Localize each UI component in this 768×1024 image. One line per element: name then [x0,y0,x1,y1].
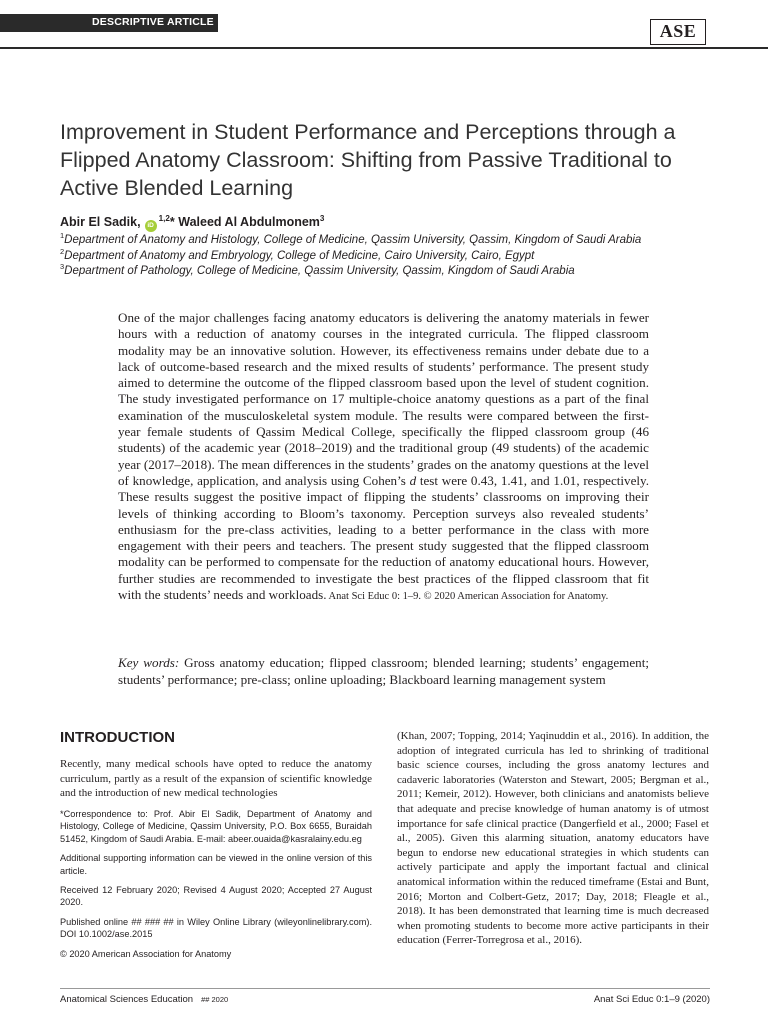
abstract-citation: Anat Sci Educ 0: 1–9. © 2020 American Association for Anatomy. [326,591,609,603]
supporting-info-note: Additional supporting information can be viewed in the online version of this article. [60,853,372,876]
header-rule [0,47,768,49]
footer-journal [60,994,228,1005]
author-name: Waleed Al Abdulmonem [178,215,320,229]
affiliation: $^2$Department of Anatomy and Embryology, College of Medicine, Cairo University, Cairo, Egypt [60,246,535,262]
article-title: Improvement in Student Performance and Perceptions through a Flipped Anatomy Classroom: Shifting from Passive Traditional to Active Blended Learning [60,120,676,200]
keywords-label: Key words: [118,655,180,670]
affiliation: $^3$Department of Pathology, College of Medicine, Qassim University, Qassim, Kingdom of Saudi Arabia [60,262,575,277]
footer-citation: Anat Sci Educ 0:1–9 (2020) [593,994,710,1005]
footer-rule [60,988,710,989]
article-type-label: DESCRIPTIVE ARTICLE [92,16,214,28]
author-affiliation-marker: 1,2 [158,213,170,223]
footnotes [60,808,372,967]
copyright-note: © 2020 American Association for Anatomy [60,948,232,959]
author-affiliation-marker: 3 [319,213,325,223]
publication-note: Published online ## ### ## in Wiley Online Library (wileyonlinelibrary.com). DOI 10.1002/ase.2015 [60,916,372,940]
footer-journal-name: Anatomical Sciences Education [60,994,194,1005]
abstract: One of the major challenges facing anatomy educators is delivering the anatomy materials in fewer hours with a reduction of anatomy courses in the integrated curricula. The flipped classroom modality may be an innovative solution. However, its effectiveness remains under debate due to a lack of outcome-based research and the mixed results of students’ performance. The present study aimed to determine the outcome of the flipped classroom based upon the level of student cognition. The study investigated performance on 17 multiple-choice anatomy questions as a part of the final examination of the musculoskeletal system module. The results were compared between the first-year female students of Qassim Medical College, specifically the flipped classroom group (46 students) of the academic year (2018–2019) and the traditional group (49 students) of the academic year (2017–2018). The mean differences in the students’ grades on the anatomy questions at the level of knowledge, application, and analysis using Cohen’s d test were 0.43, 1.41, and 1.01, respectively. These results suggest the positive impact of flipping the students’ classrooms on improving their levels of thinking according to Bloom’s taxonomy. Perception surveys also revealed students’ enthusiasm for the pre-class activities, leading to a better performance in the class with more engagement with their peers and teachers. The present study suggested that the flipped classroom modality can be performed to compensate for the reduction of anatomy educational hours. However, further studies are recommended to investigate the best practices of the flipped classroom that fit with the students’ needs and workloads. Anat Sci Educ 0: 1–9. © 2020 American Association for Anatomy. [118,310,649,603]
affiliation: $^1$Department of Anatomy and Histology, College of Medicine, Qassim University, Qassim, Kingdom of Saudi Arabia [60,231,642,246]
introduction-paragraph-left: Recently, many medical schools have opted to reduce the anatomy curriculum, partly as a result of the expansion of scientific knowledge and the introduction of new medical technologies [60,758,372,800]
article-type-banner [0,14,218,32]
introduction-paragraph-right: (Khan, 2007; Topping, 2014; Yaqinuddin et al., 2016). In addition, the adoption of integrated curricula has led to shrinking of traditional basic science courses, including the gross anatomy lectures and cadaveric laboratories (Waterston and Stewart, 2005; Bergman et al., 2011; Kemeir, 2012). However, both clinicians and anatomists believe that adequate and precise knowledge of human anatomy is of utmost importance for safe clinical practice (Dangerfield et al., 2000; Fasel et al., 2005). Given this alarming situation, anatomy educators have begun to endorse new educational strategies in which students can actively participate and apply the important factual and clinical anatomical information within the reduced timeframe (Estai and Bunt, 2016; Morton and Colbert-Getz, 2017; Day, 2018; Fleagle et al., 2018). It has been demonstrated that learning time is much decreased when promoting students to become more active participants in their education (Ferrer-Torregrosa et al., 2016). [397,730,709,947]
section-heading-introduction: INTRODUCTION [60,729,175,746]
orcid-icon[interactable]: iD [145,220,157,232]
author-list [60,215,700,232]
author-name: Abir El Sadik, [60,215,141,229]
footer-issue-date: ## 2020 [201,995,229,1004]
journal-logo: ASE [650,19,706,45]
affiliation-list [60,233,740,280]
correspondence-note: *Correspondence to: Prof. Abir El Sadik, Department of Anatomy and Histology, College of Medicine, Qassim University, P.O. Box 6655, Buraidah 51452, Kingdom of Saudi Arabia. E-mail: abeer.ouaida@kasralainy.edu.eg [60,809,372,844]
keywords-text: Gross anatomy education; flipped classroom; blended learning; students’ engagement; students’ performance; pre-class; online uploading; Blackboard learning management system [118,655,649,687]
received-dates: Received 12 February 2020; Revised 4 August 2020; Accepted 27 August 2020. [60,885,372,908]
corresponding-author-marker: * [169,215,175,229]
keywords [118,655,649,688]
